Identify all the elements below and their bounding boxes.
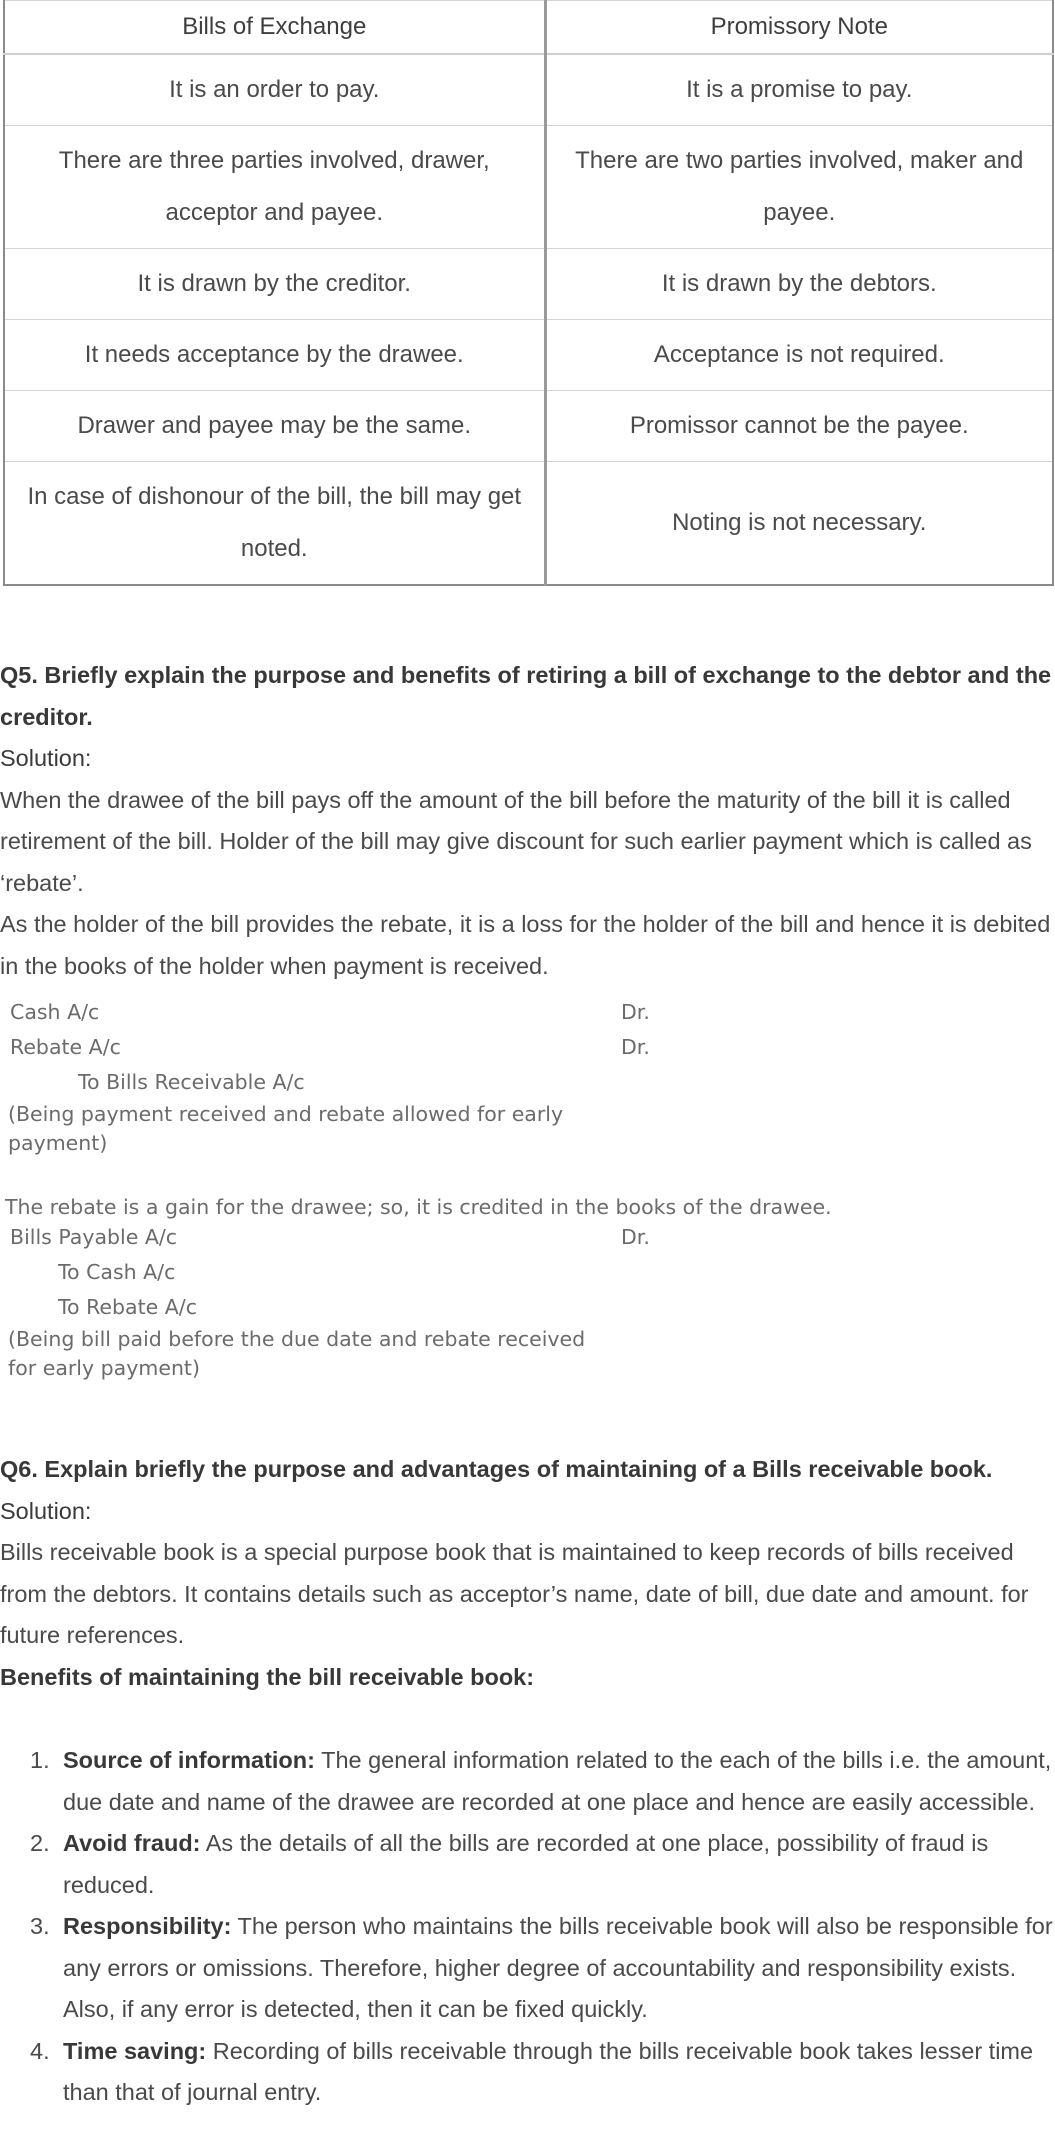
comparison-table (3, 0, 1054, 586)
list-number: 4. (30, 2037, 50, 2064)
q6-question: Q6. Explain briefly the purpose and advantages of maintaining of a Bills receivable book. (0, 1456, 993, 1482)
account-name: Cash A/c (10, 1000, 100, 1024)
journal-narration: (Being bill paid before the due date and rebate received for early payment) (8, 1327, 586, 1380)
journal-entry-retirement-drawee (0, 1190, 860, 1383)
table-cell: It needs acceptance by the drawee. (4, 320, 545, 391)
dr-label: Dr. (621, 1000, 650, 1024)
table-cell: It is a promise to pay. (545, 54, 1053, 126)
journal-entry-retirement-holder (0, 995, 650, 1158)
table-row (4, 249, 1053, 320)
q5-question: Q5. Briefly explain the purpose and benefits of retiring a bill of exchange to the debtor and the creditor. (0, 662, 1052, 730)
table-cell: Noting is not necessary. (545, 462, 1053, 586)
account-name: To Cash A/c (58, 1260, 176, 1284)
list-item-title: Avoid fraud: (63, 1830, 201, 1856)
q6-section (0, 1449, 1055, 1698)
table-row (4, 462, 1053, 586)
column-header: Bills of Exchange (4, 1, 545, 55)
table-cell: It is an order to pay. (4, 54, 545, 126)
account-name: To Bills Receivable A/c (78, 1070, 305, 1094)
list-number: 1. (30, 1747, 50, 1773)
q5-paragraph: When the drawee of the bill pays off the amount of the bill before the maturity of the bill it is called retirement of the bill. Holder of the bill may give discount for such earlier payment which is called as ‘rebate’. (0, 786, 1032, 896)
journal-intro: The rebate is a gain for the drawee; so, it is credited in the books of the drawee. (5, 1195, 832, 1219)
table-cell: There are two parties involved, maker and payee. (545, 126, 1053, 249)
journal-debit-line (0, 995, 650, 1030)
q6-solution-label: Solution: (0, 1497, 92, 1524)
q6-paragraph: Bills receivable book is a special purpose book that is maintained to keep records of bills received from the debtors. It contains details such as acceptor’s name, date of bill, due date and amount. for future references. (0, 1539, 1029, 1648)
q5-section (0, 655, 1055, 987)
table-row (4, 391, 1053, 462)
table-cell: Drawer and payee may be the same. (4, 391, 545, 462)
table-cell: There are three parties involved, drawer, acceptor and payee. (4, 126, 545, 249)
table-row (4, 54, 1053, 126)
q6-benefits-heading: Benefits of maintaining the bill receivable book: (0, 1663, 535, 1690)
list-item-text: As the details of all the bills are recorded at one place, possibility of fraud is reduced. (63, 1830, 989, 1898)
table-cell: In case of dishonour of the bill, the bill may get noted. (4, 462, 545, 586)
table-cell: Acceptance is not required. (545, 320, 1053, 391)
list-item (0, 1906, 1055, 2031)
list-item (0, 1823, 1055, 1906)
table-header-row (4, 1, 1053, 55)
column-header: Promissory Note (545, 1, 1053, 55)
list-item-text: The general information related to the each of the bills i.e. the amount, due date and name of the drawee are recorded at one place and hence are easily accessible. (63, 1747, 1052, 1815)
dr-label: Dr. (621, 1225, 650, 1249)
list-item-title: Time saving: (63, 2037, 207, 2064)
table-cell: It is drawn by the debtors. (545, 249, 1053, 320)
list-item-title: Responsibility: (63, 1913, 232, 1939)
journal-narration: (Being payment received and rebate allowed for early payment) (8, 1102, 564, 1155)
account-name: Rebate A/c (10, 1035, 121, 1059)
q5-paragraph: As the holder of the bill provides the rebate, it is a loss for the holder of the bill and hence it is debited in the books of the holder when payment is received. (0, 911, 1051, 979)
dr-label: Dr. (621, 1035, 650, 1059)
list-number: 2. (30, 1830, 50, 1856)
journal-debit-line (0, 1030, 650, 1065)
journal-debit-line (0, 1220, 860, 1255)
list-item-text: Recording of bills receivable through the bills receivable book takes lesser time than that of journal entry. (63, 2037, 1034, 2105)
account-name: Bills Payable A/c (10, 1225, 178, 1249)
table-row (4, 320, 1053, 391)
list-item (0, 1740, 1055, 1823)
list-item-title: Source of information: (63, 1747, 315, 1773)
list-item (0, 2031, 1055, 2114)
q5-solution-label: Solution: (0, 745, 92, 771)
table-cell: Promissor cannot be the payee. (545, 391, 1053, 462)
table-cell: It is drawn by the creditor. (4, 249, 545, 320)
account-name: To Rebate A/c (58, 1295, 197, 1319)
journal-credit-line (0, 1290, 860, 1325)
benefits-list (0, 1740, 1055, 2114)
list-number: 3. (30, 1913, 50, 1939)
journal-credit-line (0, 1255, 860, 1290)
table-row (4, 126, 1053, 249)
journal-credit-line (0, 1065, 640, 1100)
list-item-text: The person who maintains the bills receivable book will also be responsible for any errors or omissions. Therefore, higher degree of accountability and responsibility exists. Also, if any error is detected, then it can be fixed quickly. (63, 1913, 1053, 2022)
